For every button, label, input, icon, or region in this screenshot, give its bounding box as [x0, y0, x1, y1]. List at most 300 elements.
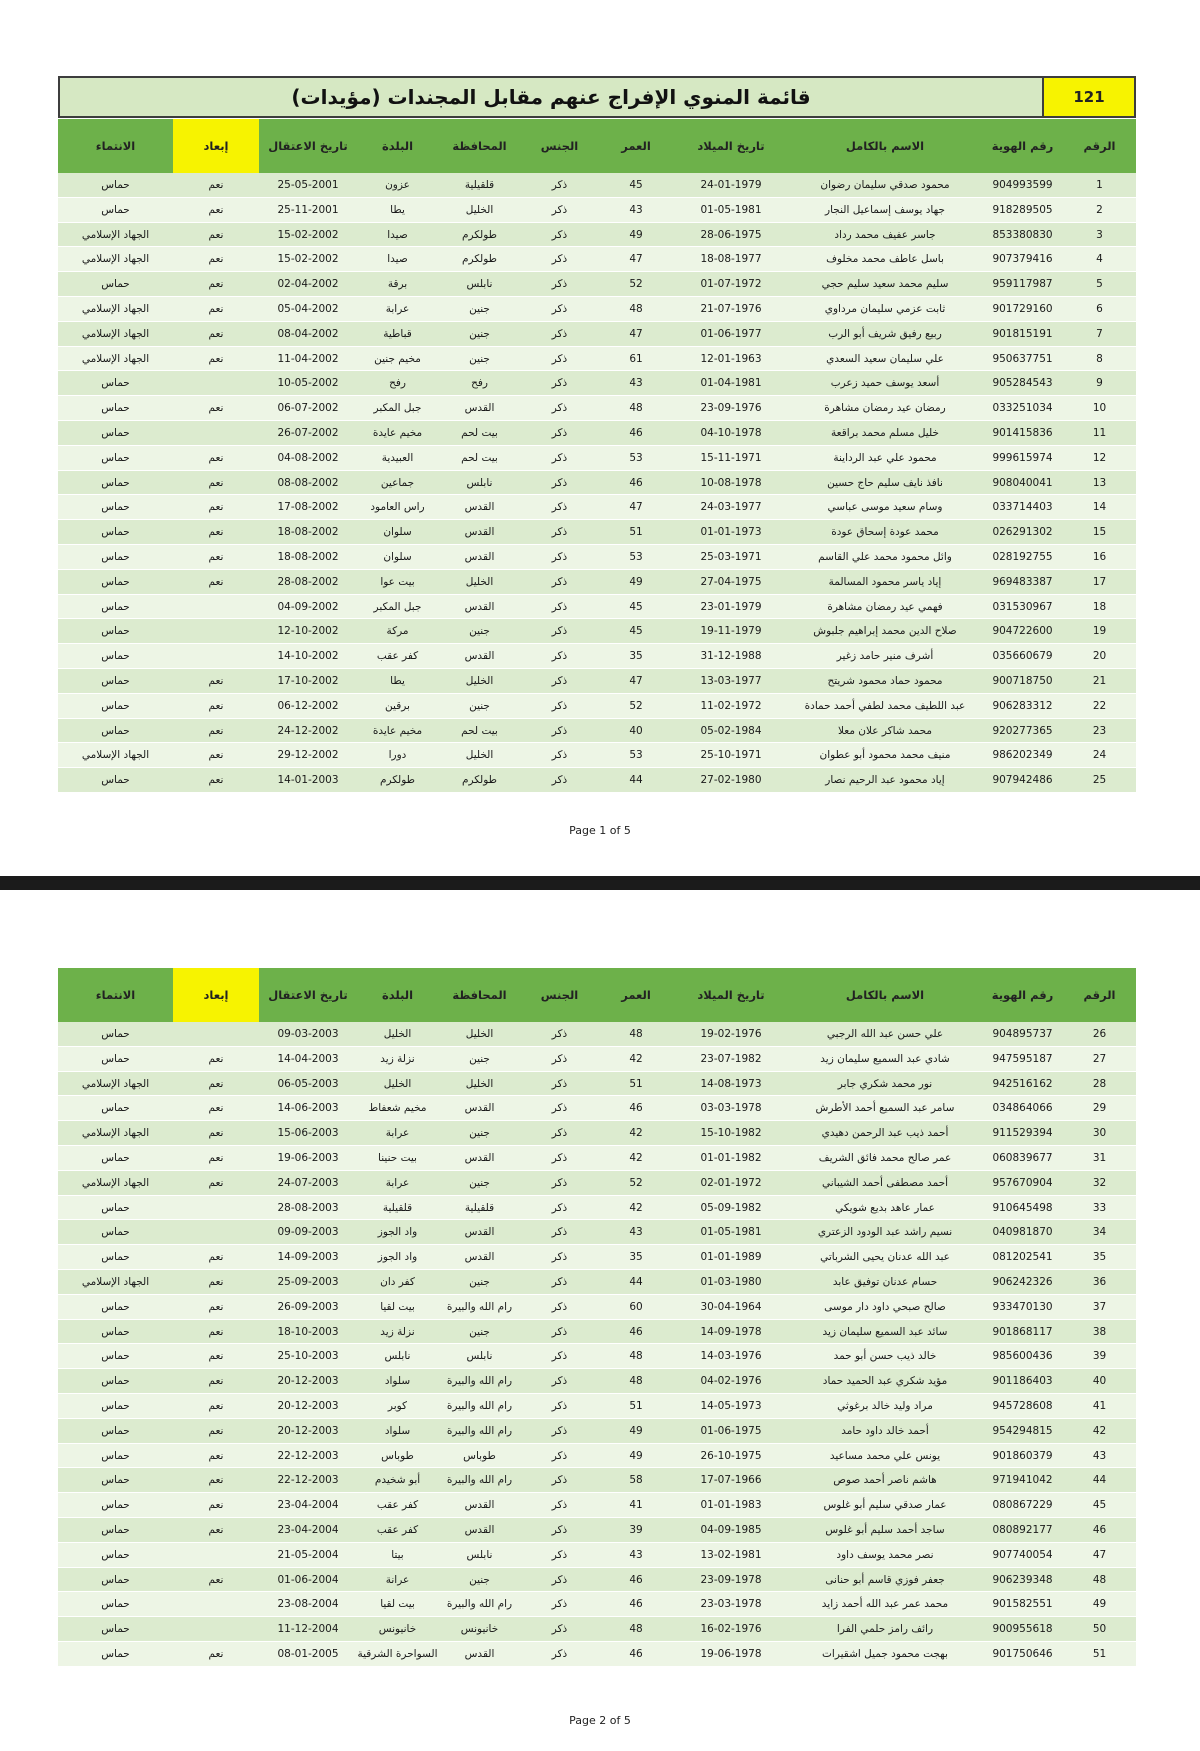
table-row	[58, 1146, 1136, 1171]
cell-governorate: الخليل	[465, 575, 494, 588]
cell-affiliation: حماس	[101, 1424, 130, 1437]
cell-age: 53	[629, 550, 643, 563]
cell-id: 900955618	[992, 1623, 1053, 1636]
cell-birthdate: 10-08-1978	[700, 476, 762, 489]
cell-arrest-date: 22-12-2003	[277, 1449, 339, 1462]
cell-town: خانيونس	[378, 1623, 417, 1636]
cell-no: 12	[1092, 451, 1107, 464]
cell-id: 945728608	[992, 1399, 1053, 1412]
cell-governorate: القدس	[464, 402, 495, 415]
cell-no: 28	[1092, 1077, 1107, 1090]
cell-id: 901729160	[992, 302, 1053, 315]
cell-id: 080867229	[992, 1499, 1053, 1512]
cell-name: أشرف منير حامد زغير	[836, 650, 934, 663]
cell-birthdate: 16-02-1976	[700, 1623, 762, 1636]
cell-no: 39	[1092, 1350, 1107, 1363]
cell-no: 24	[1092, 749, 1107, 762]
cell-governorate: طولكرم	[461, 253, 498, 266]
cell-town: بيت حنينا	[378, 1151, 417, 1164]
cell-affiliation: حماس	[101, 1251, 130, 1264]
cell-governorate: طولكرم	[461, 228, 498, 241]
table-row	[58, 595, 1136, 620]
cell-governorate: جنين	[469, 1127, 490, 1140]
cell-deport	[173, 1022, 259, 1046]
cell-affiliation: حماس	[101, 1523, 130, 1536]
cell-name: منيف محمد محمود أبو عطوان	[819, 749, 951, 762]
cell-name: رمضان عيد رمضان مشاهرة	[824, 402, 946, 415]
cell-arrest-date: 01-06-2004	[277, 1573, 339, 1586]
cell-deport: نعم	[208, 302, 224, 315]
cell-deport: نعم	[208, 1449, 224, 1462]
cell-no: 31	[1092, 1151, 1107, 1164]
cell-age: 45	[629, 625, 643, 638]
cell-governorate: الخليل	[465, 749, 494, 762]
cell-governorate: جنين	[469, 1176, 490, 1189]
cell-id: 942516162	[992, 1077, 1053, 1090]
cell-no: 20	[1092, 650, 1107, 663]
cell-town: صيدا	[387, 228, 408, 241]
cell-no: 18	[1092, 600, 1107, 613]
cell-id: 853380830	[992, 228, 1053, 241]
cell-affiliation: حماس	[101, 674, 130, 687]
cell-sex: ذكر	[551, 501, 568, 514]
cell-sex: ذكر	[551, 1028, 568, 1040]
cell-arrest-date: 29-12-2002	[277, 749, 339, 762]
cell-no: 19	[1092, 625, 1107, 638]
cell-age: 48	[629, 1028, 643, 1040]
cell-name: بهجت محمود جميل اشقيرات	[822, 1647, 948, 1660]
cell-age: 53	[629, 451, 643, 464]
cell-birthdate: 23-09-1976	[700, 402, 762, 415]
cell-id: 908040041	[992, 476, 1053, 489]
column-header-arrest-date: تاريخ الاعتقال	[268, 139, 348, 153]
cell-affiliation: حماس	[101, 600, 130, 613]
cell-birthdate: 15-10-1982	[700, 1127, 762, 1140]
cell-deport: نعم	[208, 526, 224, 539]
cell-age: 46	[629, 1102, 643, 1115]
cell-no: 37	[1092, 1300, 1107, 1313]
cell-name: أحمد خالد داود حامد	[841, 1424, 929, 1437]
cell-birthdate: 19-02-1976	[700, 1028, 762, 1040]
table-row	[58, 1270, 1136, 1295]
cell-arrest-date: 06-12-2002	[277, 699, 339, 712]
cell-governorate: القدس	[464, 600, 495, 613]
cell-birthdate: 01-06-1977	[700, 327, 762, 340]
cell-affiliation: حماس	[101, 1449, 130, 1462]
cell-id: 026291302	[992, 526, 1053, 539]
cell-name: وسام سعيد موسى عباسي	[827, 501, 943, 514]
cell-no: 50	[1092, 1623, 1107, 1636]
cell-town: مخيم شعفاط	[368, 1102, 427, 1115]
cell-arrest-date: 28-08-2003	[277, 1201, 339, 1214]
cell-affiliation: حماس	[101, 1474, 130, 1487]
cell-town: الخليل	[383, 1077, 412, 1090]
cell-birthdate: 04-10-1978	[700, 426, 762, 439]
cell-id: 040981870	[992, 1226, 1053, 1239]
cell-id: 950637751	[992, 352, 1053, 365]
cell-age: 43	[629, 203, 643, 216]
table-row	[58, 1121, 1136, 1146]
cell-birthdate: 01-07-1972	[700, 278, 762, 291]
cell-affiliation: الجهاد الإسلامي	[81, 1127, 150, 1140]
table-header	[58, 968, 1136, 1022]
cell-name: رائف رامز حلمي الفرا	[836, 1623, 934, 1636]
cell-sex: ذكر	[551, 302, 568, 315]
cell-deport: نعم	[208, 1647, 224, 1660]
cell-name: نصر محمد يوسف داود	[836, 1548, 934, 1561]
cell-id: 900718750	[992, 674, 1053, 687]
cell-arrest-date: 11-12-2004	[277, 1623, 339, 1636]
cell-deport: نعم	[208, 278, 224, 291]
cell-town: العبيدية	[381, 451, 414, 464]
cell-name: ربيع رفيق شريف أبو الرب	[828, 327, 942, 340]
column-header-age: العمر	[621, 988, 651, 1002]
cell-arrest-date: 25-09-2003	[277, 1275, 339, 1288]
cell-town: طولكرم	[379, 774, 416, 787]
column-header-town: البلدة	[381, 988, 414, 1002]
cell-governorate: نابلس	[466, 1350, 493, 1363]
cell-deport: نعم	[208, 1350, 224, 1363]
cell-town: عرانة	[385, 1573, 410, 1586]
cell-no: 29	[1092, 1102, 1107, 1115]
cell-affiliation: حماس	[101, 1201, 130, 1214]
cell-birthdate: 25-10-1971	[700, 749, 762, 762]
table-row	[58, 669, 1136, 694]
cell-deport	[173, 1592, 259, 1616]
cell-town: مركة	[386, 625, 409, 638]
cell-age: 40	[629, 724, 643, 737]
cell-birthdate: 23-03-1978	[700, 1598, 762, 1611]
cell-deport	[173, 371, 259, 395]
cell-age: 53	[629, 749, 643, 762]
cell-governorate: جنين	[469, 1573, 490, 1586]
cell-arrest-date: 14-10-2002	[277, 650, 339, 663]
cell-affiliation: الجهاد الإسلامي	[81, 352, 150, 365]
cell-id: 033251034	[992, 402, 1053, 415]
column-header-no: الرقم	[1083, 139, 1116, 153]
cell-affiliation: حماس	[101, 402, 130, 415]
cell-sex: ذكر	[551, 1573, 568, 1586]
cell-age: 49	[629, 228, 643, 241]
cell-arrest-date: 08-01-2005	[277, 1647, 339, 1660]
cell-sex: ذكر	[551, 1424, 568, 1437]
table-row	[58, 1444, 1136, 1469]
cell-birthdate: 05-02-1984	[700, 724, 762, 737]
cell-age: 42	[629, 1201, 643, 1214]
cell-arrest-date: 12-10-2002	[277, 625, 339, 638]
cell-sex: ذكر	[551, 1251, 568, 1264]
cell-name: إياد محمود عبد الرحيم نصار	[825, 774, 945, 787]
table-row	[58, 768, 1136, 793]
cell-no: 34	[1092, 1226, 1107, 1239]
cell-birthdate: 04-02-1976	[700, 1375, 762, 1388]
cell-id: 907740054	[992, 1548, 1053, 1561]
table-row	[58, 1369, 1136, 1394]
cell-deport: نعم	[208, 1052, 224, 1065]
cell-arrest-date: 18-08-2002	[277, 526, 339, 539]
cell-birthdate: 13-02-1981	[700, 1548, 762, 1561]
cell-age: 45	[629, 179, 643, 191]
cell-birthdate: 15-11-1971	[700, 451, 762, 464]
cell-age: 35	[629, 1251, 643, 1264]
cell-deport: نعم	[208, 352, 224, 365]
cell-affiliation: حماس	[101, 1548, 130, 1561]
cell-town: أبو شخيدم	[374, 1474, 421, 1487]
cell-town: الخليل	[383, 1028, 412, 1040]
cell-sex: ذكر	[551, 724, 568, 737]
cell-id: 971941042	[992, 1474, 1053, 1487]
cell-birthdate: 24-03-1977	[700, 501, 762, 514]
cell-name: ثابت عزمي سليمان مرداوي	[824, 302, 946, 315]
cell-no: 40	[1092, 1375, 1107, 1388]
cell-name: محمود علي عبد الرداينة	[833, 451, 937, 464]
cell-deport: نعم	[208, 179, 224, 191]
cell-arrest-date: 10-05-2002	[277, 377, 339, 390]
cell-arrest-date: 04-09-2002	[277, 600, 339, 613]
cell-id: 901415836	[992, 426, 1053, 439]
cell-age: 47	[629, 501, 643, 514]
cell-town: عرابة	[385, 1127, 410, 1140]
cell-birthdate: 27-02-1980	[700, 774, 762, 787]
table-row	[58, 1344, 1136, 1369]
table-row	[58, 1320, 1136, 1345]
cell-name: ساجد أحمد سليم أبو غلوس	[825, 1523, 945, 1536]
cell-town: نزلة زيد	[380, 1325, 415, 1338]
cell-age: 52	[629, 699, 643, 712]
cell-affiliation: حماس	[101, 1325, 130, 1338]
cell-deport	[173, 619, 259, 643]
cell-sex: ذكر	[551, 1127, 568, 1140]
table-row	[58, 1047, 1136, 1072]
cell-affiliation: حماس	[101, 203, 130, 216]
cell-governorate: القدس	[464, 1151, 495, 1164]
cell-id: 985600436	[992, 1350, 1053, 1363]
cell-deport: نعم	[208, 1151, 224, 1164]
cell-deport: نعم	[208, 1499, 224, 1512]
cell-no: 47	[1092, 1548, 1107, 1561]
cell-town: بيتا	[391, 1548, 404, 1561]
cell-arrest-date: 24-07-2003	[277, 1176, 339, 1189]
cell-affiliation: حماس	[101, 1399, 130, 1412]
table-row	[58, 1493, 1136, 1518]
cell-town: كفر دان	[380, 1275, 415, 1288]
cell-name: نافذ نايف سليم حاج حسين	[827, 476, 943, 489]
cell-sex: ذكر	[551, 377, 568, 390]
cell-arrest-date: 23-04-2004	[277, 1523, 339, 1536]
cell-affiliation: حماس	[101, 526, 130, 539]
cell-arrest-date: 09-03-2003	[277, 1028, 339, 1040]
cell-arrest-date: 22-12-2003	[277, 1474, 339, 1487]
table-row	[58, 1642, 1136, 1667]
table-body-page-2	[58, 1022, 1136, 1667]
cell-deport: نعم	[208, 1077, 224, 1090]
cell-affiliation: حماس	[101, 476, 130, 489]
cell-governorate: جنين	[469, 1325, 490, 1338]
cell-governorate: رام الله والبيرة	[446, 1424, 513, 1437]
cell-affiliation: حماس	[101, 774, 130, 787]
table-row	[58, 545, 1136, 570]
cell-sex: ذكر	[551, 625, 568, 638]
cell-birthdate: 01-05-1981	[700, 1226, 762, 1239]
cell-birthdate: 14-05-1973	[700, 1399, 762, 1412]
cell-no: 22	[1092, 699, 1107, 712]
cell-governorate: القدس	[464, 1251, 495, 1264]
cell-arrest-date: 04-08-2002	[277, 451, 339, 464]
cell-governorate: جنين	[469, 327, 490, 340]
cell-town: يطا	[390, 203, 405, 216]
cell-name: عمر صالح محمد فائق الشريف	[818, 1151, 952, 1164]
cell-birthdate: 18-08-1977	[700, 253, 762, 266]
cell-deport: نعم	[208, 1325, 224, 1338]
cell-arrest-date: 25-05-2001	[277, 179, 339, 191]
cell-arrest-date: 02-04-2002	[277, 278, 339, 291]
cell-id: 920277365	[992, 724, 1053, 737]
cell-sex: ذكر	[551, 451, 568, 464]
cell-sex: ذكر	[551, 1598, 568, 1611]
cell-deport: نعم	[208, 402, 224, 415]
cell-birthdate: 01-01-1973	[700, 526, 762, 539]
cell-age: 45	[629, 600, 643, 613]
table-row	[58, 1220, 1136, 1245]
cell-deport: نعم	[208, 724, 224, 737]
cell-sex: ذكر	[551, 1275, 568, 1288]
cell-no: 15	[1092, 526, 1107, 539]
cell-no: 16	[1092, 550, 1107, 563]
cell-arrest-date: 25-10-2003	[277, 1350, 339, 1363]
cell-arrest-date: 23-04-2004	[277, 1499, 339, 1512]
cell-birthdate: 01-06-1975	[700, 1424, 762, 1437]
cell-id: 081202541	[992, 1251, 1053, 1264]
cell-name: علي حسن عبد الله الرجبي	[826, 1028, 944, 1040]
cell-age: 51	[629, 1399, 643, 1412]
list-number: 121	[1042, 78, 1134, 116]
cell-id: 035660679	[992, 650, 1053, 663]
cell-arrest-date: 14-01-2003	[277, 774, 339, 787]
cell-town: راس العامود	[370, 501, 425, 514]
cell-name: محمد عمر عبد الله أحمد زايد	[821, 1598, 949, 1611]
cell-no: 14	[1092, 501, 1107, 514]
cell-governorate: بيت لحم	[461, 724, 498, 737]
cell-name: جهاد يوسف إسماعيل النجار	[825, 203, 945, 216]
cell-name: يونس علي محمد مساعيد	[829, 1449, 941, 1462]
cell-town: سلواد	[384, 1424, 411, 1437]
table-row	[58, 198, 1136, 223]
cell-birthdate: 28-06-1975	[700, 228, 762, 241]
cell-governorate: القدس	[464, 1499, 495, 1512]
table-row	[58, 223, 1136, 248]
cell-name: محمد شاكر علان معلا	[838, 724, 932, 737]
cell-arrest-date: 25-11-2001	[277, 203, 339, 216]
cell-no: 36	[1092, 1275, 1107, 1288]
cell-sex: ذكر	[551, 1325, 568, 1338]
table-row	[58, 173, 1136, 198]
cell-sex: ذكر	[551, 1399, 568, 1412]
cell-arrest-date: 23-08-2004	[277, 1598, 339, 1611]
cell-age: 43	[629, 377, 643, 390]
cell-deport	[173, 1617, 259, 1641]
cell-birthdate: 19-11-1979	[700, 625, 762, 638]
cell-sex: ذكر	[551, 749, 568, 762]
cell-age: 42	[629, 1052, 643, 1065]
cell-town: كفر عقب	[376, 1523, 419, 1536]
cell-affiliation: حماس	[101, 1226, 130, 1239]
column-header-name: الاسم بالكامل	[845, 139, 925, 153]
cell-deport: نعم	[208, 228, 224, 241]
cell-name: سائد عبد السميع سليمان زيد	[822, 1325, 948, 1338]
cell-arrest-date: 21-05-2004	[277, 1548, 339, 1561]
cell-affiliation: الجهاد الإسلامي	[81, 749, 150, 762]
cell-no: 9	[1096, 377, 1103, 390]
cell-no: 49	[1092, 1598, 1107, 1611]
table-header	[58, 119, 1136, 173]
cell-age: 58	[629, 1474, 643, 1487]
cell-town: نابلس	[384, 1350, 411, 1363]
cell-age: 49	[629, 575, 643, 588]
cell-affiliation: الجهاد الإسلامي	[81, 302, 150, 315]
cell-name: إياد ياسر محمود المسالمة	[828, 575, 942, 588]
cell-birthdate: 24-01-1979	[700, 179, 762, 191]
cell-birthdate: 02-01-1972	[700, 1176, 762, 1189]
table-row	[58, 297, 1136, 322]
cell-town: بيت عوا	[380, 575, 415, 588]
cell-name: سامر عبد السميع أحمد الأطرش	[815, 1102, 955, 1115]
cell-sex: ذكر	[551, 1201, 568, 1214]
table-row	[58, 619, 1136, 644]
cell-no: 3	[1096, 228, 1103, 241]
cell-affiliation: الجهاد الإسلامي	[81, 253, 150, 266]
cell-deport: نعم	[208, 476, 224, 489]
cell-name: حسام عدنان توفيق عابد	[832, 1275, 938, 1288]
cell-age: 43	[629, 1226, 643, 1239]
table-row	[58, 471, 1136, 496]
cell-age: 61	[629, 352, 643, 365]
table-row	[58, 272, 1136, 297]
cell-town: مخيم جنين	[374, 352, 421, 365]
cell-arrest-date: 24-12-2002	[277, 724, 339, 737]
cell-deport: نعم	[208, 1523, 224, 1536]
cell-id: 910645498	[992, 1201, 1053, 1214]
cell-governorate: جنين	[469, 352, 490, 365]
cell-birthdate: 05-09-1982	[700, 1201, 762, 1214]
cell-sex: ذكر	[551, 228, 568, 241]
cell-town: جبل المكبر	[373, 600, 422, 613]
cell-no: 1	[1096, 179, 1103, 191]
cell-deport: نعم	[208, 674, 224, 687]
cell-governorate: جنين	[469, 302, 490, 315]
cell-sex: ذكر	[551, 650, 568, 663]
cell-age: 51	[629, 1077, 643, 1090]
cell-town: مخيم عايدة	[372, 426, 423, 439]
column-header-arrest-date: تاريخ الاعتقال	[268, 988, 348, 1002]
cell-id: 904722600	[992, 625, 1053, 638]
column-header-governorate: المحافظة	[452, 988, 507, 1002]
cell-deport: نعم	[208, 1424, 224, 1437]
cell-age: 46	[629, 476, 643, 489]
cell-id: 999615974	[992, 451, 1053, 464]
cell-arrest-date: 17-10-2002	[277, 674, 339, 687]
table-row	[58, 1543, 1136, 1568]
cell-affiliation: حماس	[101, 1028, 130, 1040]
cell-sex: ذكر	[551, 1548, 568, 1561]
column-header-id: رقم الهوية	[991, 139, 1054, 153]
cell-birthdate: 30-04-1964	[700, 1300, 762, 1313]
cell-town: عرابة	[385, 1176, 410, 1189]
cell-arrest-date: 08-08-2002	[277, 476, 339, 489]
cell-town: كفر عقب	[376, 650, 419, 663]
cell-birthdate: 14-08-1973	[700, 1077, 762, 1090]
cell-id: 954294815	[992, 1424, 1053, 1437]
column-header-deport: إبعاد	[173, 968, 259, 1022]
